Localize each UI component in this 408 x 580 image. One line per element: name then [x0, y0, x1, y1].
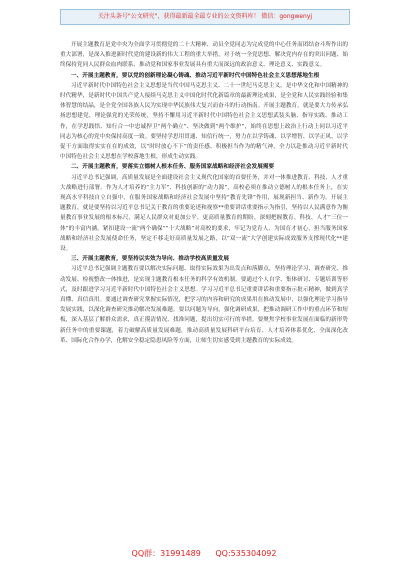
section-heading-3: 三、开展主题教育，要坚持以实效为导向、推动学校高质量发展 — [71, 256, 230, 263]
qq-group: QQ群：31991489 — [131, 549, 201, 558]
section-paragraph-3: 习近平总书记强调主题教育要以解决实际问题、取得实际效果为出发点和落脚点，坚持理论学习、调查研究、推动发展、检视整改一体推进，是实现主题教育根本任务的科学有效机制。要通过个人自学、集体研讨、专题培训等形式，及时跟进学习习近平新时代中国特色社会主义思想。学习习近平总书记重要讲话和重要指示批示精神，做到真学真懂、真信真用。要通过调查研究掌握实际情况，把学习的内容和研究的成果用在推动发展中，以强化理论学习指导发展实践，以深化调查研究推动解决发展难题。要以问题为导向，强化调研成果，把推动调研工作中的重点环节和短板，深入基层了解群众需求，真正摸清情况、找准问题，提出切实可行的举措。要聚焦学校事业发展在面临的新形势新任务中的重要课题，着力破解高质量发展难题，推动高质量发展科研平台培育、人才培养体系优化、全面深化改革、国际化合作办学，化解安全稳定隐患风险等方面，让师生切实感受到主题教育的实际成效。 — [60, 266, 348, 344]
footer-contact — [0, 548, 408, 560]
header-banner: 关注头条号"公文研究"，获得最新最全最专业的公文资料库！ 微信：gongwenyj — [60, 9, 350, 25]
section-paragraph-2: 习近平总书记强调，高质量发展是全面建设社会主义现代化国家的首要任务，并对一体推进教育、科技、人才重大战略进行部署。作为人才培养的“主力军”、科技创新的“动力源”，高校必须在推动立德树人的根本任务上，在实现高水平科技自立自强中，在服务国家战略和经济社会发展中坚持“教育先锋”作用，展现新担当、新作为。开展主题教育，就是要坚持以习近平总书记关于教育的重要论述和视察**重要讲话重要指示为指引，坚持以人民满意作为衡量教育事业发展的根本标尺，满足人民群众对更加公平、更高质量教育的期盼。深刻把握教育、科技、人才“三位一体”的丰富内涵，紧扣建设一流“两个确保”“十大战略”对高校的要求，牢记为党育人、为国育才初心，担当服务国家战略和经济社会发展使命任务，坚定不移走好高质量发展之路，以“双一流”大学创建实际成效服务支撑现代化**建设。 — [60, 174, 348, 253]
section-heading-2: 二、开展主题教育，要落实立德树人根本任务、服务国家战略和经济社会发展需要 — [71, 164, 275, 171]
section-paragraph-1: 习近平新时代中国特色社会主义思想是当代中国马克思主义、二十一世纪马克思主义，是中华文化和中国精神的时代精华，是新时代中国共产党人接续马克思主义中国化时代化新篇章的最新理论成果，是全党和人民实践经验和集体智慧的结晶，是全党全国各族人民为实现中华民族伟大复兴而奋斗的行动指南。开展主题教育，就是要大力传承弘扬思想建党、理论强党的光荣传统，坚持不懈用习近平新时代中国特色社会主义思想武装头脑、指导实践、推动工作，在学思践悟、知行合一中忠诚捍卫“两个确立”、坚决做到“两个维护”，始终在思想上政治上行动上同以习近平同志为核心的党中央保持高度一致。要坚持学思用贯通、知信行统一，努力在以学铸魂、以学增智、以学正风、以学促干方面取得实实在在的成效，以“时时放心不下”的责任感、积极担当作为的精气神，全力以赴推动习近平新时代中国特色社会主义思想在学校落地生根，形成生动实践。 — [60, 82, 348, 161]
document-body — [60, 40, 348, 346]
section-heading-1: 一、开展主题教育，要以党的创新理论凝心铸魂、推动习近平新时代中国特色社会主义思想落地生根 — [71, 72, 320, 79]
intro-paragraph: 开展主题教育是党中央为全面学习贯彻党的二十大精神、动员全党同志为完成党的中心任务而团结奋斗所作出的重大部署，是深入推进新时代党的建设新的伟大工程的重大举措，对于统一全党思想、解决党内存在的突出问题、始终保持党同人民群众血肉联系、推动党和国家事业发展具有重大而深远的政治意义、理论意义、实践意义。 — [60, 42, 348, 69]
qq-number: QQ:535304092 — [215, 549, 277, 558]
